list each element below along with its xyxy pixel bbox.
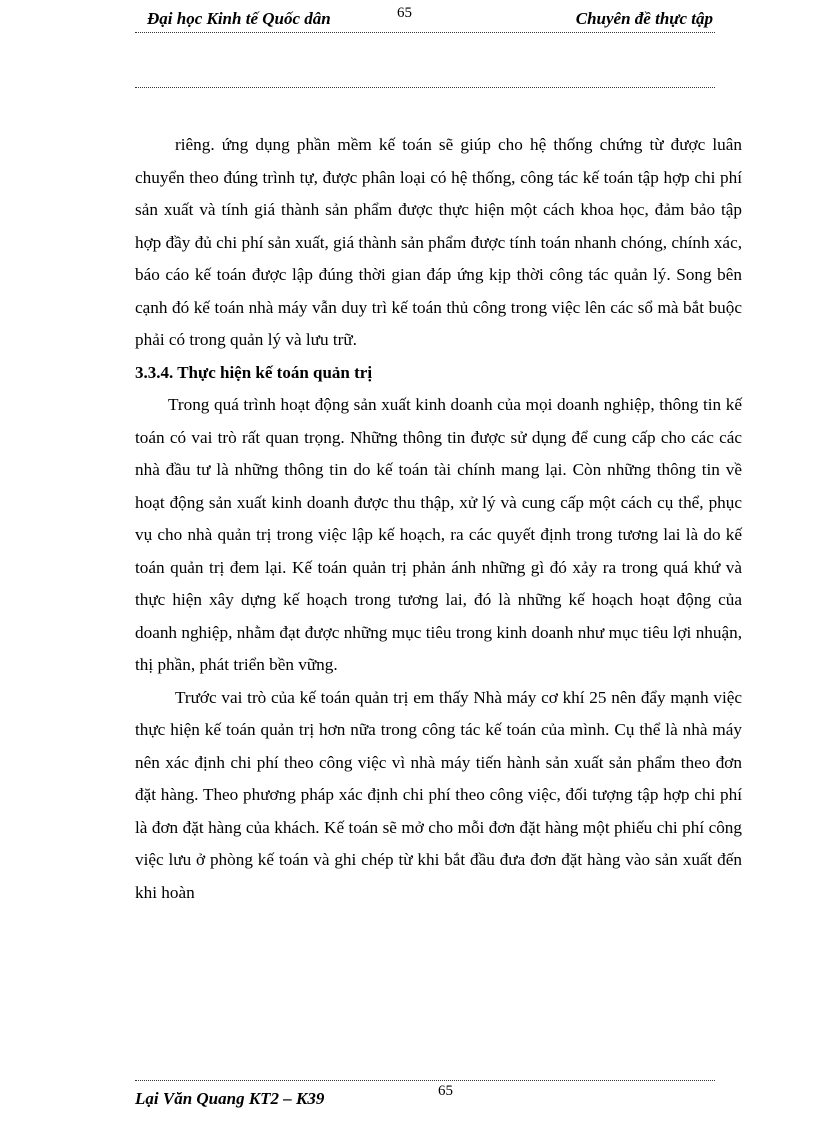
page-header <box>135 0 715 34</box>
header-divider-secondary <box>135 87 715 88</box>
paragraph-continuation: riêng. ứng dụng phần mềm kế toán sẽ giúp cho hệ thống chứng từ được luân chuyển theo đúng trình tự, được phân loại có hệ thống, công tác kế toán tập hợp chi phí sản xuất và tính giá thành sản phẩm được thực hiện một cách khoa học, đảm bảo tập hợp đầy đủ chi phí sản xuất, giá thành sản phẩm được tính toán nhanh chóng, chính xác, báo cáo kế toán được lập đúng thời gian đáp ứng kịp thời công tác quản lý. Song bên cạnh đó kế toán nhà máy vẫn duy trì kế toán thủ công trong việc lên các sổ mà bắt buộc phải có trong quản lý và lưu trữ. <box>135 135 742 349</box>
page-body <box>135 129 742 909</box>
paragraph-management-accounting: Trong quá trình hoạt động sản xuất kinh doanh của mọi doanh nghiệp, thông tin kế toán có vai trò rất quan trọng. Những thông tin được sử dụng để cung cấp cho các các nhà đầu tư là những thông tin do kế toán tài chính mang lại. Còn những thông tin về hoạt động sản xuất kinh doanh được thu thập, xử lý và cung cấp một cách cụ thể, phục vụ cho nhà quản trị trong việc lập kế hoạch, ra các quyết định trong tương lai là do kế toán quản trị đem lại. Kế toán quản trị phản ánh những gì đó xảy ra trong quá khứ và thực hiện xây dựng kế hoạch trong tương lai, đó là những kế hoạch hoạt động của doanh nghiệp, nhằm đạt được những mục tiêu trong kinh doanh như mục tiêu lợi nhuận, thị phần, phát triển bền vững. <box>135 395 742 674</box>
footer-divider <box>135 1080 715 1081</box>
footer-page-number: 65 <box>438 1083 453 1099</box>
paragraph-recommendation: Trước vai trò của kế toán quản trị em thấy Nhà máy cơ khí 25 nên đẩy mạnh việc thực hiện kế toán quản trị hơn nữa trong công tác kế toán của mình. Cụ thể là nhà máy nên xác định chi phí theo công việc vì nhà máy tiến hành sản xuất sản phẩm theo đơn đặt hàng. Theo phương pháp xác định chi phí theo công việc, đối tượng tập hợp chi phí là đơn đặt hàng của khách. Kế toán sẽ mở cho mỗi đơn đặt hàng một phiếu chi phí công việc lưu ở phòng kế toán và ghi chép từ khi bắt đầu đưa đơn đặt hàng vào sản xuất đến khi hoàn <box>135 687 742 902</box>
header-page-number: 65 <box>397 5 412 21</box>
author-name: Lại Văn Quang KT2 – K39 <box>135 1089 325 1108</box>
page-footer <box>135 1083 715 1113</box>
university-name: Đại học Kinh tế Quốc dân <box>147 9 331 28</box>
header-divider <box>135 32 715 33</box>
document-type: Chuyên đề thực tập <box>575 9 713 28</box>
section-heading: 3.3.4. Thực hiện kế toán quản trị <box>135 362 373 382</box>
